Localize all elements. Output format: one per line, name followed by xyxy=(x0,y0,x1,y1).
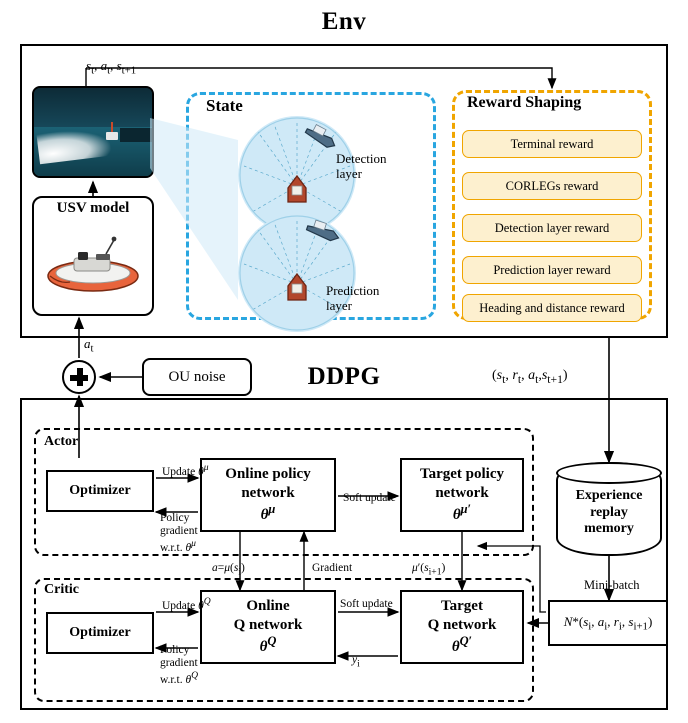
sum-operator-icon xyxy=(62,360,96,394)
mini-batch-text: $N*(s_i$, $a_i$, $r_i$, $s_{i+1}$) xyxy=(563,613,653,633)
gradient-label: Gradient xyxy=(312,562,353,574)
target-policy-param: $\theta^{\mu'}$ xyxy=(452,502,472,524)
target-ship-icon xyxy=(300,124,340,154)
actor-panel-label: Actor xyxy=(44,434,79,449)
reward-item-terminal: Terminal reward xyxy=(462,130,642,158)
target-q-param: $\theta^{Q'}$ xyxy=(451,634,473,656)
critic-y-label: $y_i$ xyxy=(352,654,360,670)
online-policy-param: $\theta^\mu$ xyxy=(260,502,276,524)
reward-item-corlegs: CORLEGs reward xyxy=(462,172,642,200)
ou-noise-box: OU noise xyxy=(142,358,252,396)
actor-policy-gradient-label: Policy gradient w.r.t. $\theta^\mu$ xyxy=(160,512,198,555)
usv-boat-illustration xyxy=(44,232,142,298)
usv-scene-image xyxy=(32,86,154,178)
critic-soft-update-label: Soft update xyxy=(340,598,393,610)
memory-cylinder-top xyxy=(556,462,662,484)
mini-batch-box xyxy=(548,600,668,646)
reward-shaping-panel xyxy=(452,90,652,320)
critic-optimizer-box: Optimizer xyxy=(46,612,154,654)
experience-replay-memory: Experience replay memory xyxy=(556,462,662,556)
reward-item-prediction-layer: Prediction layer reward xyxy=(462,256,642,284)
page-title-ddpg: DDPG xyxy=(307,363,381,390)
transition-tuple-label: ($s_t$, $r_t$, $a_t,s_{t+1}$) xyxy=(492,368,568,386)
reward-item-heading-distance: Heading and distance reward xyxy=(462,294,642,322)
reward-item-detection-layer: Detection layer reward xyxy=(462,214,642,242)
prediction-layer-radar xyxy=(238,214,356,332)
critic-panel-label: Critic xyxy=(44,582,79,597)
online-policy-network-box: Online policy network $\theta^\mu$ xyxy=(200,458,336,532)
page-title-env: Env xyxy=(321,8,367,35)
prediction-layer-label: Prediction layer xyxy=(326,283,380,313)
own-ship-icon-prediction xyxy=(282,272,312,306)
actor-update-label: Update $\theta^\mu$ xyxy=(162,462,209,478)
env-top-signal-label: $s_t$, $a_t$, $s_{t+1}$ xyxy=(86,58,137,77)
target-ship-icon-prediction xyxy=(302,218,344,250)
critic-policy-gradient-label: Policy gradient w.r.t. $\theta^Q$ xyxy=(160,644,199,687)
online-q-param: $\theta^Q$ xyxy=(259,634,277,656)
reward-shaping-title: Reward Shaping xyxy=(462,94,586,112)
detection-layer-label: Detection layer xyxy=(336,151,387,181)
action-from-policy-label: $a=\mu(s_i)$ xyxy=(212,562,245,578)
target-policy-network-box: Target policy network $\theta^{\mu'}$ xyxy=(400,458,524,532)
action-label: $a_t$ xyxy=(84,336,94,355)
mini-batch-label: Mini-batch xyxy=(584,578,640,592)
target-action-label: $\mu'(s_{i+1})$ xyxy=(412,562,446,578)
critic-update-label: Update $\theta^Q$ xyxy=(162,596,211,612)
usv-model-label: USV model xyxy=(56,200,130,216)
state-panel-title: State xyxy=(200,96,249,116)
own-ship-icon xyxy=(282,174,312,208)
target-q-network-box: Target Q network $\theta^{Q'}$ xyxy=(400,590,524,664)
actor-soft-update-label: Soft update xyxy=(343,492,396,504)
online-q-network-box: Online Q network $\theta^Q$ xyxy=(200,590,336,664)
actor-optimizer-box: Optimizer xyxy=(46,470,154,512)
